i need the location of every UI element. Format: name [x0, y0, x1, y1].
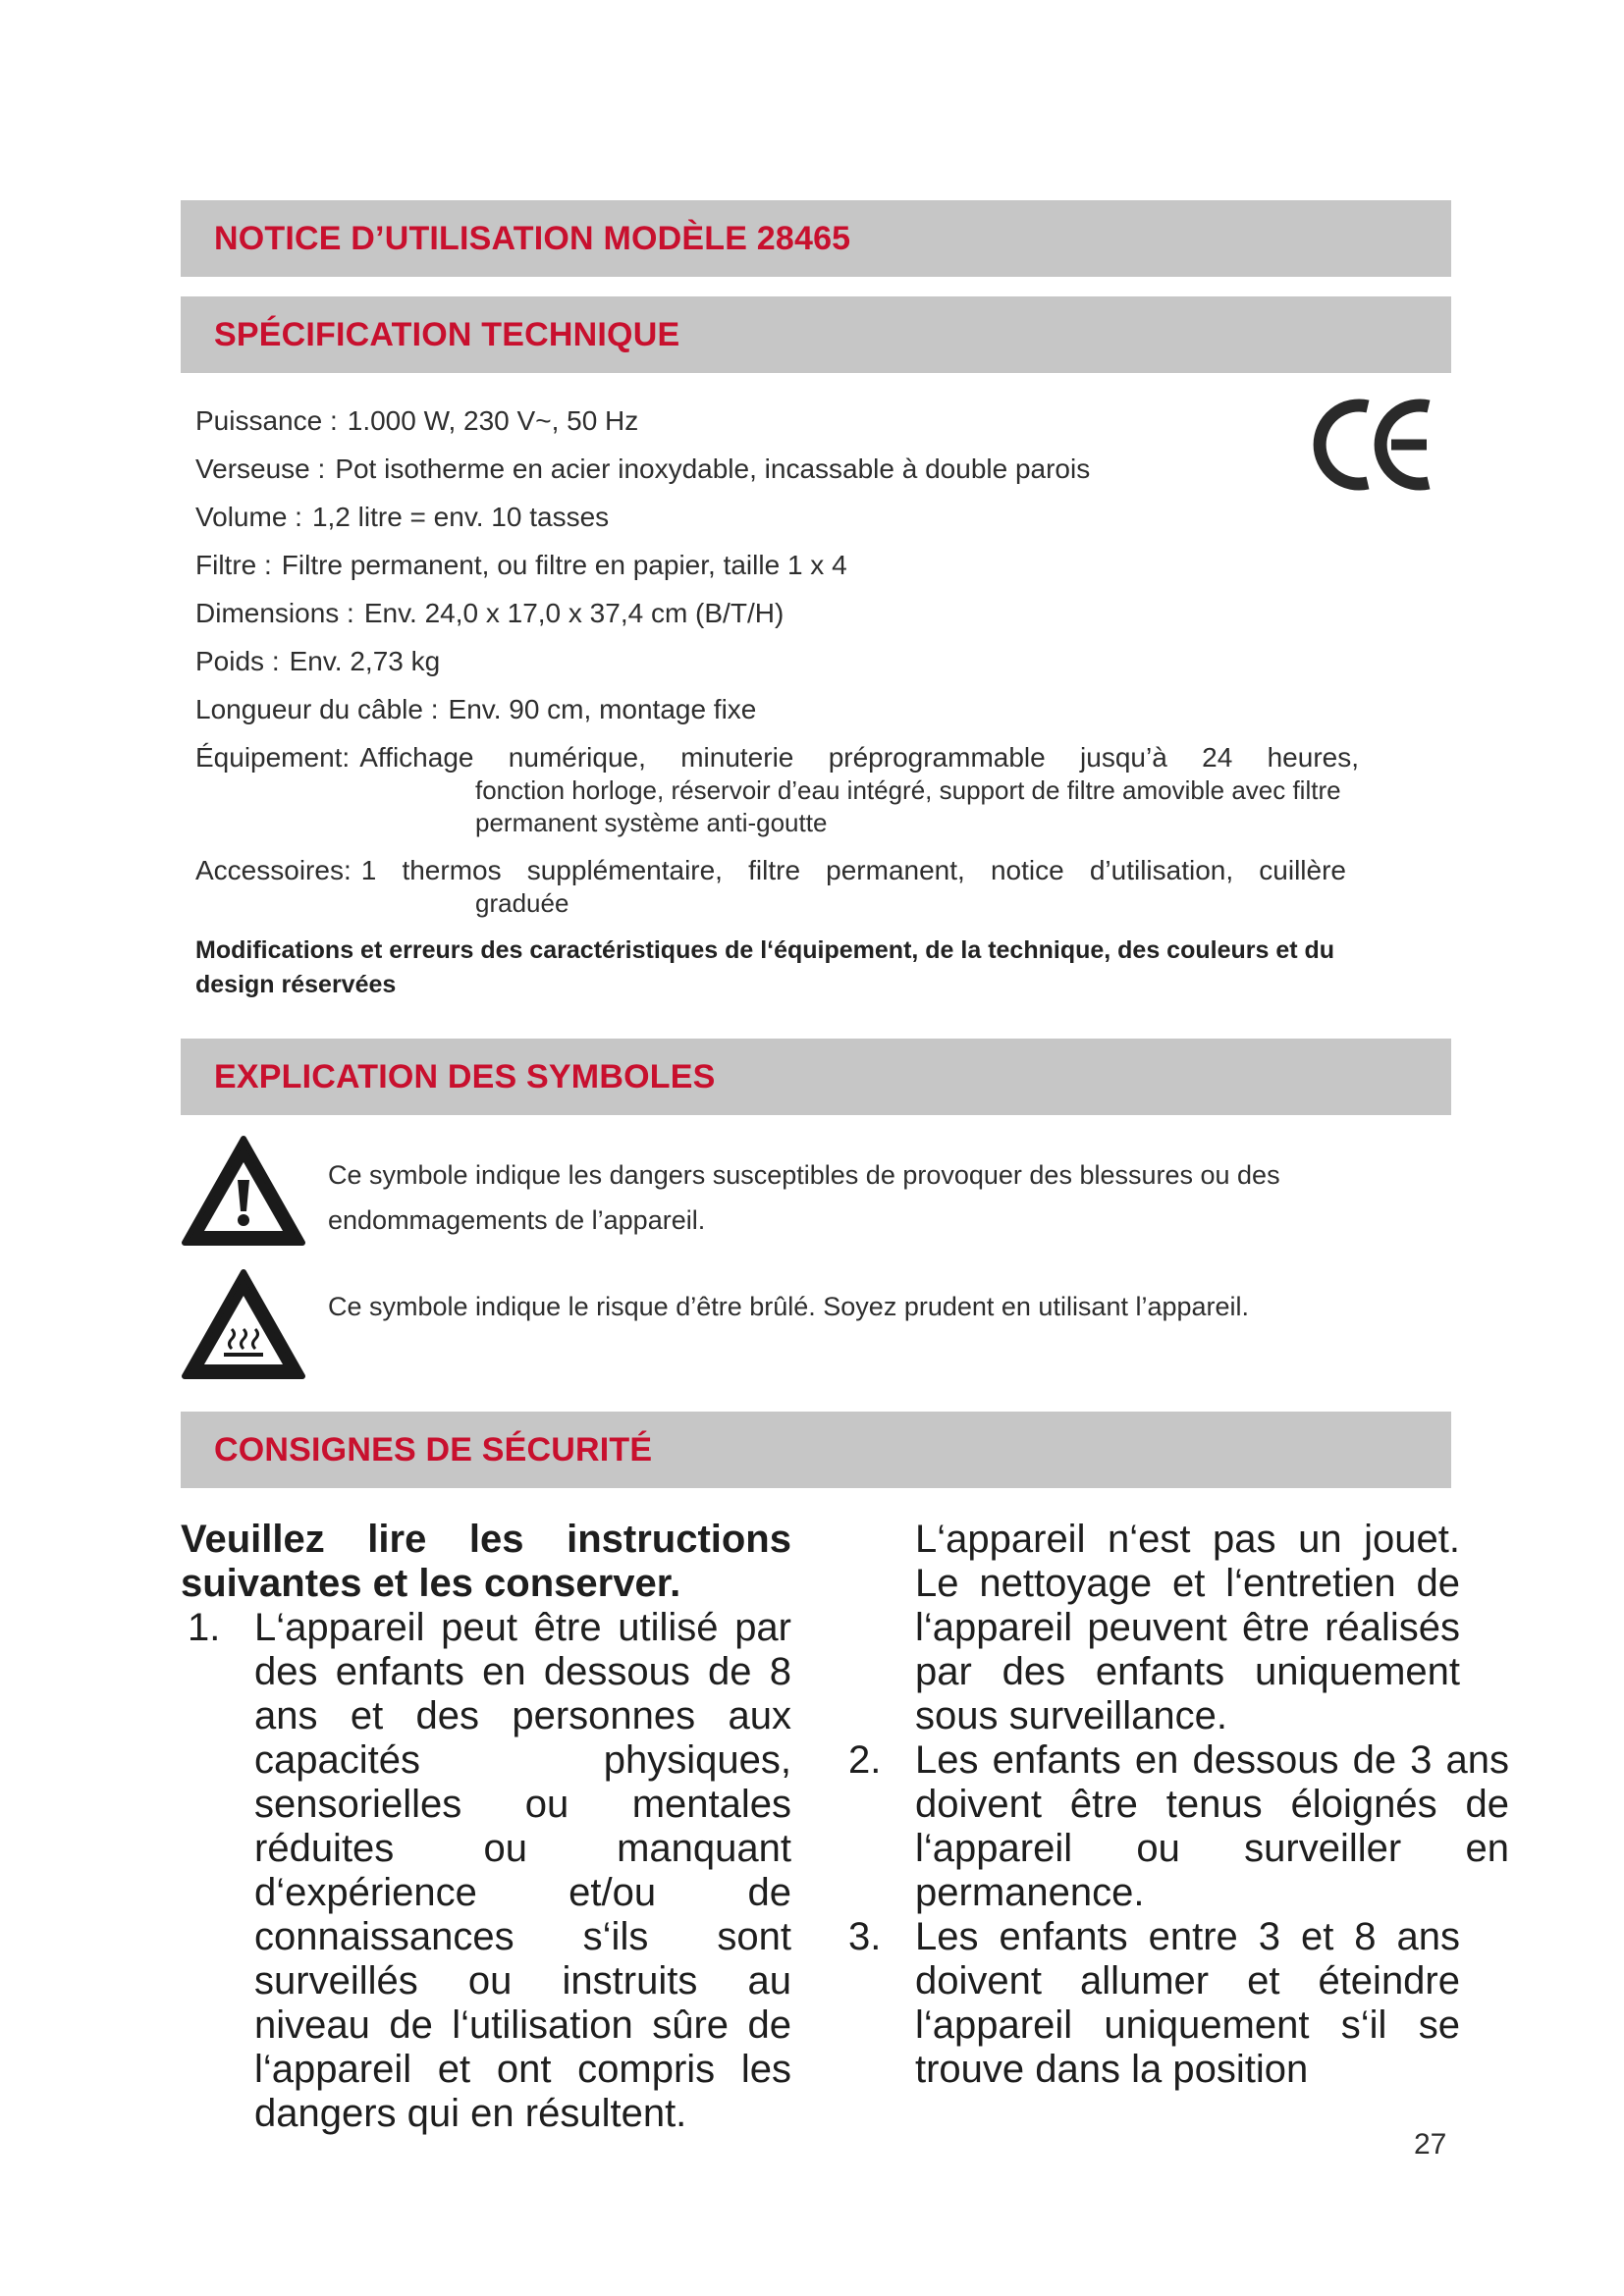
spec-list	[195, 404, 1374, 1002]
spec-line	[195, 854, 1346, 887]
item-number: 1.	[188, 1606, 221, 1649]
spec-value: Affichage numérique, minuterie préprogrammable jusqu’à 24 heures,	[359, 742, 1359, 773]
safety-item	[181, 1606, 791, 2136]
spec-value: Pot isotherme en acier inoxydable, incassable à double parois	[335, 454, 1091, 484]
spec-label: Verseuse :	[195, 454, 326, 484]
symbol-description: Ce symbole indique le risque d’être brûlé. Soyez prudent en utilisant l’appareil.	[328, 1292, 1250, 1321]
spec-value: Env. 90 cm, montage fixe	[448, 694, 757, 724]
spec-value: 1 thermos supplémentaire, filtre permanent, notice d’utilisation, cuillère	[360, 855, 1346, 885]
document-title: NOTICE D’UTILISATION MODÈLE 28465	[214, 219, 851, 257]
section-header-symbols	[181, 1039, 1451, 1115]
spec-value: Env. 2,73 kg	[289, 646, 441, 676]
section-header-spec	[181, 296, 1451, 373]
spec-row	[195, 501, 1374, 534]
spec-label: Poids :	[195, 646, 280, 676]
section-title-symbols: EXPLICATION DES SYMBOLES	[214, 1057, 716, 1095]
spec-label: Longueur du câble :	[195, 694, 439, 724]
spec-row	[195, 645, 1374, 678]
spec-label: Filtre :	[195, 550, 272, 580]
spec-row	[195, 404, 1374, 438]
spec-value: 1.000 W, 230 V~, 50 Hz	[347, 405, 639, 436]
spec-label: Équipement:	[195, 742, 351, 773]
item-number: 3.	[848, 1915, 882, 1958]
safety-item	[841, 1738, 1509, 1915]
spec-row	[195, 597, 1374, 630]
spec-note: Modifications et erreurs des caractéristiques de l‘équipement, de la technique, des couleurs et du design réservées	[195, 936, 1335, 998]
spec-row	[195, 453, 1374, 486]
section-title-safety: CONSIGNES DE SÉCURITÉ	[214, 1430, 653, 1468]
spec-continuation: graduée	[475, 888, 569, 918]
section-title-spec: SPÉCIFICATION TECHNIQUE	[214, 315, 680, 353]
spec-label: Puissance :	[195, 405, 338, 436]
symbol-description: Ce symbole indique les dangers susceptibles de provoquer des blessures ou des endommagements de l’appareil.	[328, 1160, 1280, 1235]
safety-intro: Veuillez lire les instructions suivantes et les conserver.	[181, 1518, 791, 1605]
safety-column-right	[841, 1518, 1509, 2092]
item-text: Les enfants entre 3 et 8 ans doivent allumer et éteindre l‘appareil uniquement s‘il se trouve dans la position	[915, 1915, 1460, 2091]
spec-continuation: fonction horloge, réservoir d’eau intégré, support de filtre amovible avec filtre permanent système anti-goutte	[475, 775, 1341, 837]
spec-row	[195, 549, 1374, 582]
spec-value: Env. 24,0 x 17,0 x 37,4 cm (B/T/H)	[363, 598, 785, 628]
warning-icon	[181, 1133, 306, 1249]
item-text: L‘appareil peut être utilisé par des enfants en dessous de 8 ans et des personnes aux capacités physiques, sensorielles ou mentales réduites ou manquant d‘expérience et/ou de connaissances s‘ils sont surveillés ou instruits au niveau de l‘utilisation sûre de l‘appareil et ont compris les dangers qui en résultent.	[254, 1606, 791, 2135]
spec-value: Filtre permanent, ou filtre en papier, taille 1 x 4	[281, 550, 847, 580]
item-number: 2.	[848, 1738, 882, 1782]
section-header-safety	[181, 1412, 1451, 1488]
hot-surface-icon	[181, 1266, 306, 1382]
title-bar	[181, 200, 1451, 277]
spec-row	[195, 693, 1374, 726]
spec-label: Dimensions :	[195, 598, 354, 628]
spec-label: Volume :	[195, 502, 302, 532]
page-number: 27	[1414, 2128, 1447, 2161]
safety-item	[841, 1915, 1460, 2092]
spec-row	[195, 741, 1359, 839]
spec-line	[195, 741, 1359, 774]
spec-row	[195, 854, 1346, 920]
safety-item-continued: L‘appareil n‘est pas un jouet. Le nettoyage et l‘entretien de l‘appareil peuvent être réalisés par des enfants uniquement sous surveillance.	[915, 1518, 1460, 1737]
spec-value: 1,2 litre = env. 10 tasses	[311, 502, 610, 532]
spec-label: Accessoires:	[195, 855, 352, 885]
safety-column-left	[181, 1518, 791, 2136]
item-text: Les enfants en dessous de 3 ans doivent être tenus éloignés de l‘appareil ou surveiller en permanence.	[915, 1738, 1509, 1914]
